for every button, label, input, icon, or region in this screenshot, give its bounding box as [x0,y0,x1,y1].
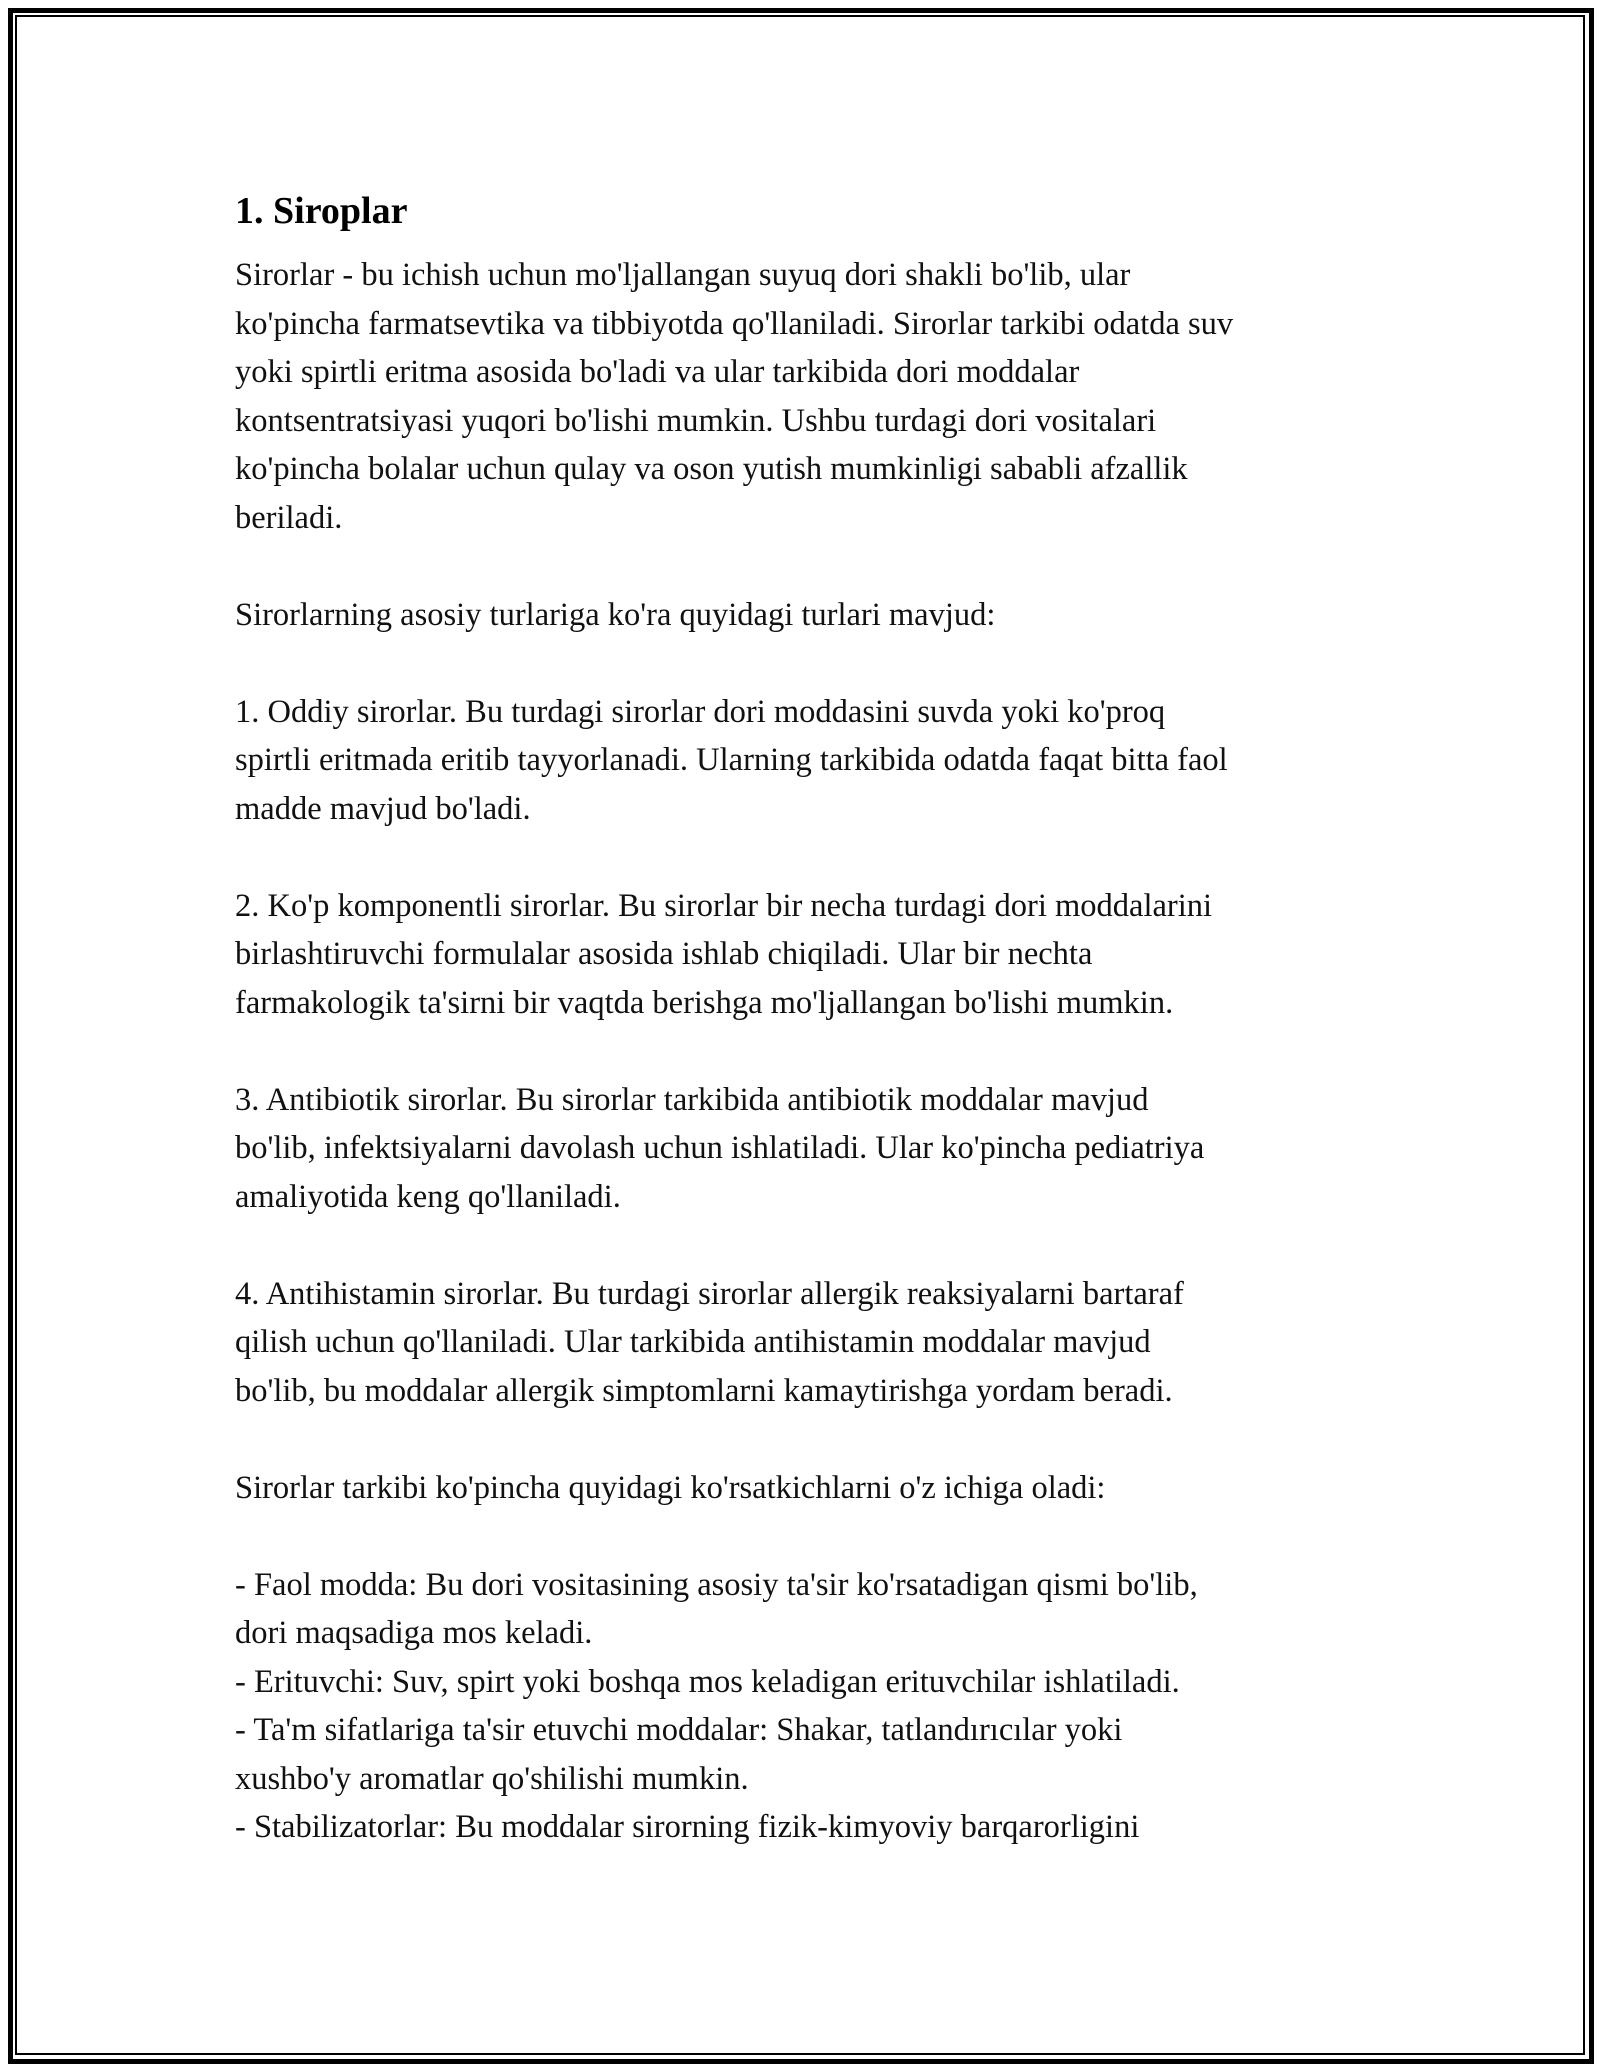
composition-intro-paragraph: Sirorlar tarkibi ko'pincha quyidagi ko'rsatkichlarni o'z ichiga oladi: [235,1469,1106,1506]
text-line: beriladi. [235,499,343,536]
paragraph-gap [235,639,1365,688]
list-item: - Stabilizatorlar: Bu moddalar sirorning fizik-kimyoviy barqarorligini [235,1809,1140,1845]
text-line: birlashtiruvchi formulalar asosida ishlab chiqiladi. Ular bir nechta [235,936,1093,972]
types-intro-paragraph: Sirorlarning asosiy turlariga ko'ra quyidagi turlari mavjud: [235,596,996,633]
text-line: madde mavjud bo'ladi. [235,790,531,827]
text-line: 2. Ko'p komponentli sirorlar. Bu sirorlar bir necha turdagi dori moddalarini [235,887,1213,924]
text-line: 1. Oddiy sirorlar. Bu turdagi sirorlar dori moddasini suvda yoki ko'proq [235,693,1166,730]
paragraph-gap [235,542,1365,591]
list-item: - Erituvchi: Suv, spirt yoki boshqa mos keladigan erituvchilar ishlatiladi. [235,1663,1180,1700]
text-line: qilish uchun qo'llaniladi. Ular tarkibida antihistamin moddalar mavjud [235,1324,1151,1360]
type-2-paragraph [235,882,1365,1028]
text-line: bo'lib, infektsiyalarni davolash uchun ishlatiladi. Ular ko'pincha pediatriya [235,1130,1205,1166]
list-item: - Ta'm sifatlariga ta'sir etuvchi moddalar: Shakar, tatlandırıcılar yoki [235,1712,1123,1748]
text-line: 4. Antihistamin sirorlar. Bu turdagi sirorlar allergik reaksiyalarni bartaraf [235,1275,1184,1312]
paragraph-gap [235,1512,1365,1561]
document-body [235,183,1365,1852]
list-item: - Faol modda: Bu dori vositasining asosiy ta'sir ko'rsatadigan qismi bo'lib, [235,1566,1198,1603]
paragraph-gap [235,833,1365,882]
section-heading: 1. Siroplar [235,190,408,232]
paragraph-gap [235,1415,1365,1464]
list-item-continuation: xushbo'y aromatlar qo'shilishi mumkin. [235,1760,749,1797]
text-line: ko'pincha bolalar uchun qulay va oson yutish mumkinligi sababli afzallik [235,451,1188,487]
text-line: spirtli eritmada eritib tayyorlanadi. Ularning tarkibida odatda faqat bitta faol [235,742,1228,778]
paragraph-gap [235,1027,1365,1076]
text-line: farmakologik ta'sirni bir vaqtda berishga mo'ljallangan bo'lishi mumkin. [235,984,1174,1021]
intro-paragraph [235,251,1365,542]
text-line: ko'pincha farmatsevtika va tibbiyotda qo'llaniladi. Sirorlar tarkibi odatda suv [235,305,1234,342]
text-line: bo'lib, bu moddalar allergik simptomlarni kamaytirishga yordam beradi. [235,1372,1173,1409]
text-line: Sirorlar - bu ichish uchun mo'ljallangan suyuq dori shakli bo'lib, ular [235,257,1131,293]
text-line: kontsentratsiyasi yuqori bo'lishi mumkin. Ushbu turdagi dori vositalari [235,402,1157,439]
text-line: 3. Antibiotik sirorlar. Bu sirorlar tarkibida antibiotik moddalar mavjud [235,1081,1149,1118]
paragraph-gap [235,1221,1365,1270]
type-1-paragraph [235,688,1365,834]
text-line: yoki spirtli eritma asosida bo'ladi va ular tarkibida dori moddalar [235,354,1080,390]
type-4-paragraph [235,1270,1365,1416]
composition-list [235,1561,1365,1852]
type-3-paragraph [235,1076,1365,1222]
list-item-continuation: dori maqsadiga mos keladi. [235,1615,593,1651]
text-line: amaliyotida keng qo'llaniladi. [235,1178,621,1215]
